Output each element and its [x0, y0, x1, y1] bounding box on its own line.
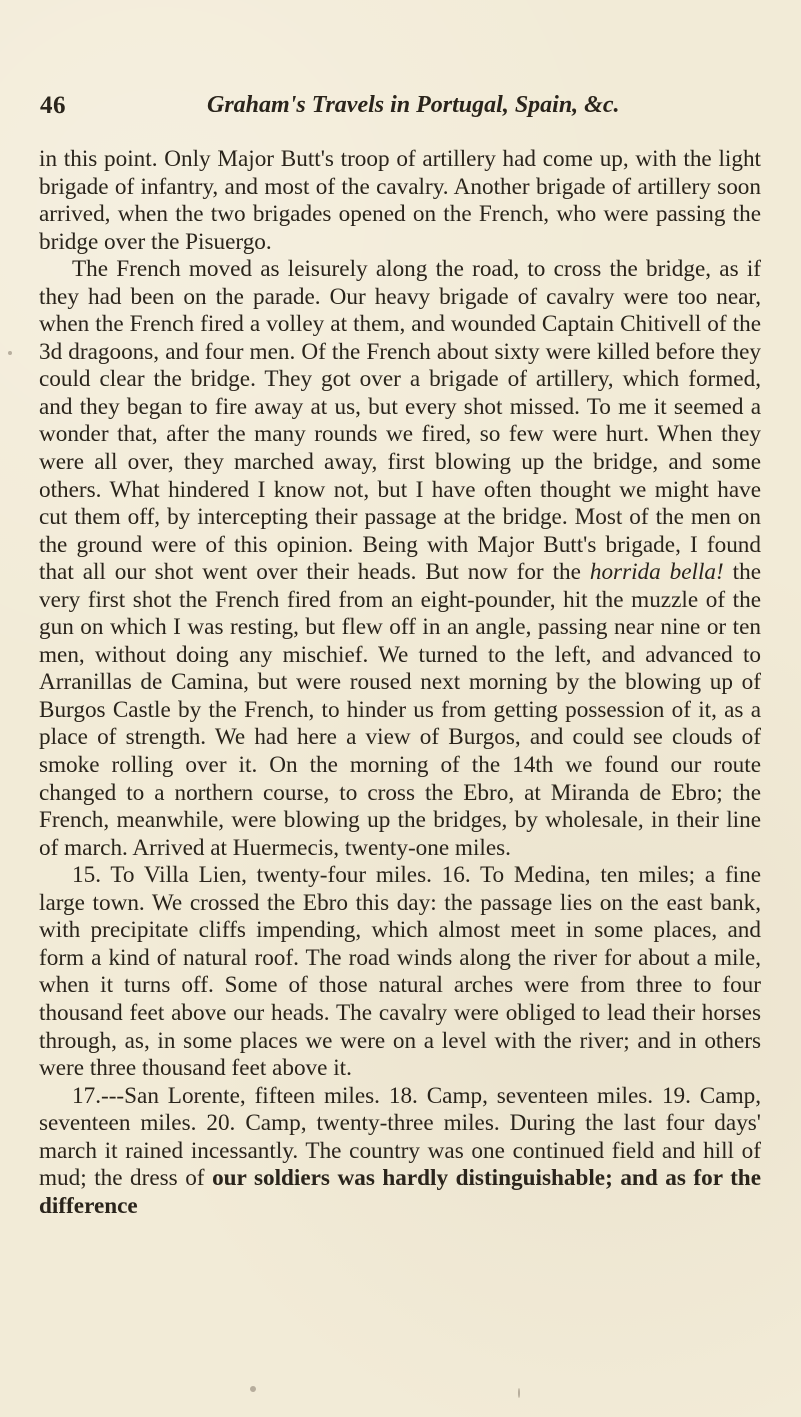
italic-phrase: horrida bella!: [589, 559, 724, 586]
ink-speck: [250, 1386, 256, 1392]
paragraph-text: 15. To Villa Lien, twenty-four miles. 16. To Medina, ten miles; a fine large town. We crossed the Ebro this day: the passage lies on the east bank, with precipitate cliffs impending, which almost meet in some places, and form a kind of natural roof. The road winds along the river for about a mile, when it turns off. Some of those natural arches were from three to four thousand feet above our heads. The cavalry were obliged to lead their horses through, as, in some places we were on a level with the river; and in others were three thousand feet above it.: [39, 862, 761, 1082]
paragraph-text-main: 17.---San Lorente, fifteen miles. 18. Camp, seventeen miles. 19. Camp, seventeen miles. 20. Camp, twenty-three miles. During the last four days' march it rained incessantly. The country was one continued field and hill of mud; the dress of: [39, 1082, 761, 1192]
body-text: [39, 146, 761, 1220]
paragraph-pisuergo: [39, 146, 761, 256]
paragraph-text-before-italic: The French moved as leisurely along the road, to cross the bridge, as if they had been on the parade. Our heavy brigade of cavalry were too near, when the French fired a volley at them, and wounded Captain Chitivell of the 3d dragoons, and four men. Of the French about sixty were killed before they could clear the bridge. They got over a brigade of artillery, which formed, and they began to fire away at us, but every shot missed. To me it seemed a wonder that, after the many rounds we fired, so few were hurt. When they were all over, they marched away, first blowing up the bridge, and some others. What hindered I know not, but I have often thought we might have cut them off, by intercepting their passage at the bridge. Most of the men on the ground were of this opinion. Being with Major Butt's brigade, I found that all our shot went over their heads. But now for the: [39, 256, 761, 586]
paragraph-french-bridge: [39, 256, 761, 862]
page-header: [40, 92, 760, 126]
paragraph-text-after-italic: the very first shot the French fired from an eight-pounder, hit the muzzle of the gun on which I was resting, but flew off in an angle, passing near nine or ten men, without doing any mischief. We turned to the left, and advanced to Arranillas de Camina, but were roused next morning by the blowing up of Burgos Castle by the French, to hinder us from getting possession of it, as a place of strength. We had here a view of Burgos, and could see clouds of smoke rolling over it. On the morning of the 14th we found our route changed to a northern course, to cross the Ebro, at Miranda de Ebro; the French, meanwhile, were blowing up the bridges, by wholesale, in their line of march. Arrived at Huermecis, twenty-one miles.: [39, 559, 762, 861]
running-title: Graham's Travels in Portugal, Spain, &c.: [207, 92, 620, 118]
paragraph-text: in this point. Only Major Butt's troop of artillery had come up, with the light brigade of infantry, and most of the cavalry. Another brigade of artillery soon arrived, when the two brigades opened on the French, who were passing the bridge over the Pisuergo.: [39, 146, 761, 255]
paragraph-villa-lien-medina: [39, 862, 761, 1082]
page-number: 46: [40, 92, 66, 119]
ink-speck: [518, 1388, 520, 1398]
margin-mark: [8, 351, 12, 355]
paragraph-text-bold-end: our soldiers was hardly distinguishable; and as for the difference: [39, 1165, 761, 1219]
paragraph-san-lorente-camp: [39, 1083, 761, 1221]
